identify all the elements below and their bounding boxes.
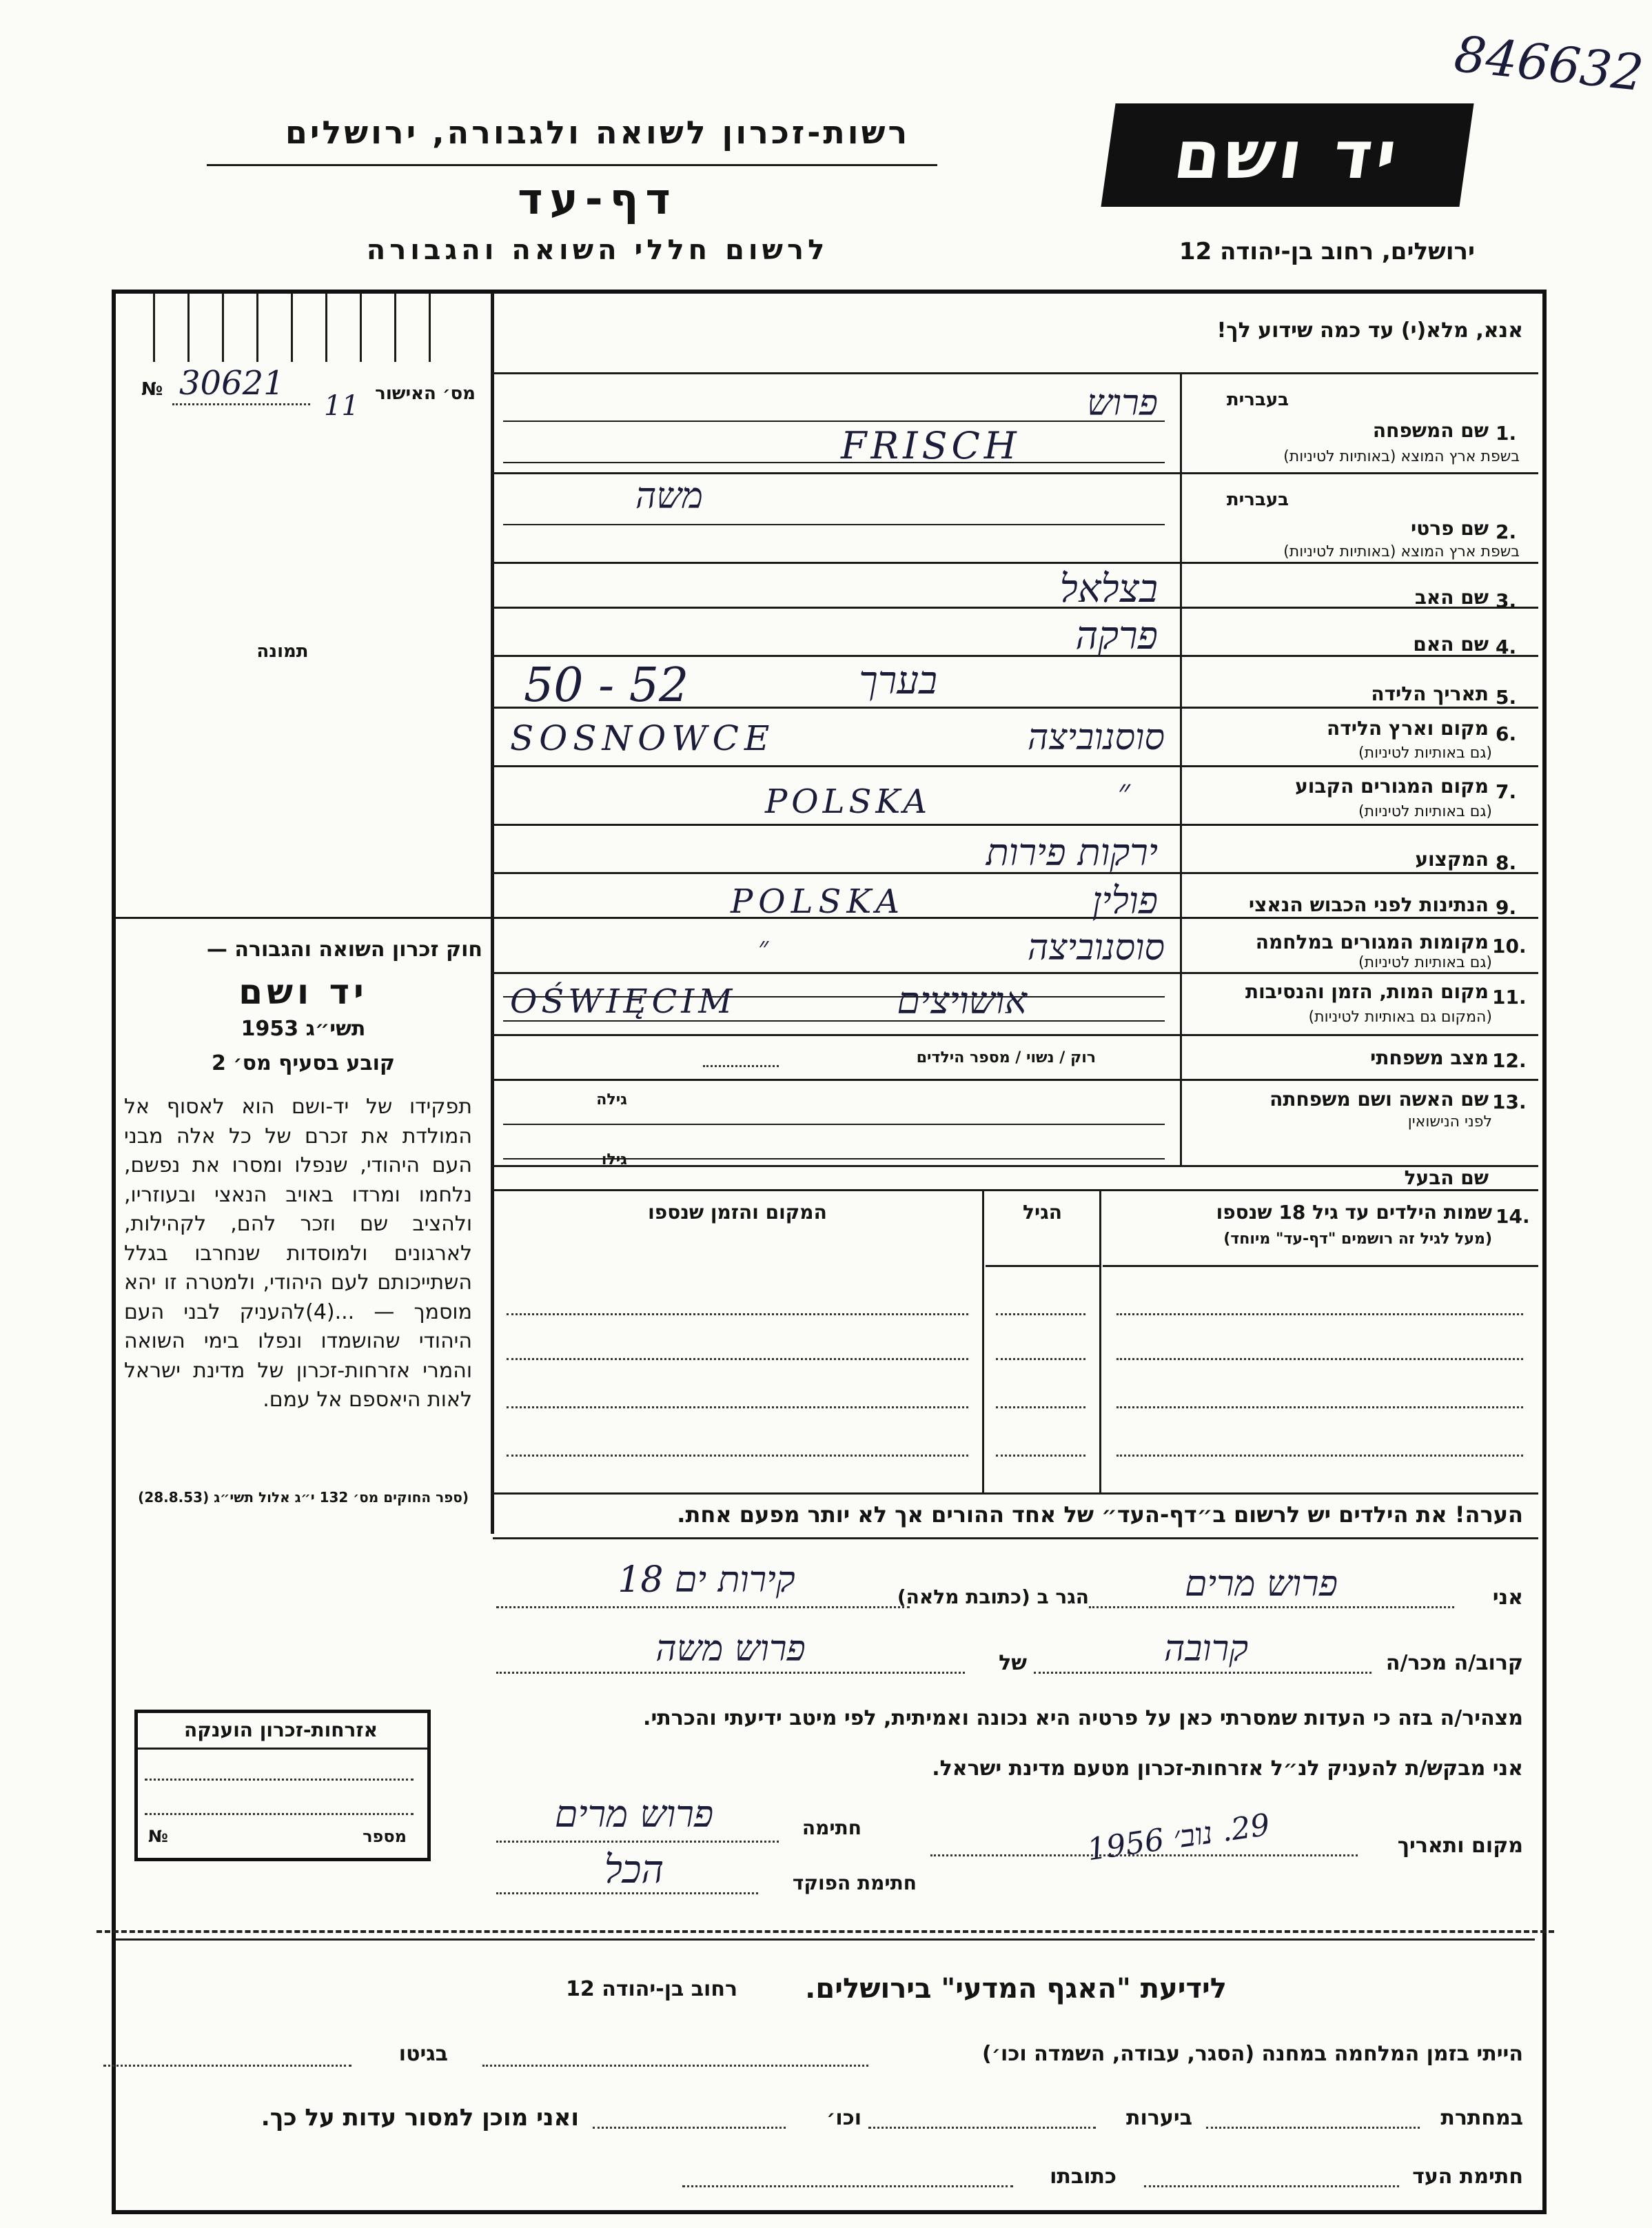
approval-number[interactable]: 30621 <box>179 364 285 403</box>
field-10-value-ditto[interactable]: ״ <box>758 931 769 963</box>
bottom-underground-label: במחתרת <box>1440 2106 1523 2130</box>
relative-label: קרוב/ה מכר/ה <box>1385 1651 1523 1675</box>
field-9-value-hebrew[interactable]: פולין <box>1092 879 1158 922</box>
declarant-name[interactable]: פרוש מרים <box>1185 1563 1338 1605</box>
of-label: של <box>999 1651 1027 1675</box>
field-11-label: מקום המות, הזמן והנסיבות <box>1245 980 1489 1003</box>
wife-name-label: גילה <box>596 1091 627 1108</box>
field-3-label: שם האב <box>1414 586 1489 609</box>
logo-text: יד ושם <box>1169 117 1406 194</box>
law-title: חוק זכרון השואה והגבורה — <box>206 938 482 962</box>
children-place-header: המקום והזמן שנספו <box>648 1201 827 1224</box>
field-13-label: שם האשה ושם משפחתה <box>1269 1088 1489 1111</box>
law-text: תפקידו של יד-ושם הוא לאסוף אל המולדת את זכרם של כל אלה מבני העם היהודי, שנפלו ומסרו את נפשם, נלחמו ומרדו באויב הנאצי ובעוזריו, ולהציב שם וזכר להם, לקהילות, לארגונים ולמוסדות שנחרבו בגלל השתייכותם לעם היהודי, ולמטרה זו יהא מוסמך — ...(4)להעניק לבני העם היהודי שהושמדו ונפלו בימי השואה והמרי אזרחות-זכרון של מדינת ישראל לאות היאספם אל עמם. <box>124 1095 472 1412</box>
bottom-camp-label: הייתי בזמן המלחמה במחנה (הסגר, עבודה, השמדה וכו׳) <box>982 2042 1523 2066</box>
approval-suffix: 11 <box>324 390 359 422</box>
bottom-etc-label: וכו׳ <box>826 2106 861 2130</box>
field-10-label: מקומות המגורים במלחמה <box>1255 931 1489 953</box>
field-6-label: מקום וארץ הלידה <box>1327 717 1489 740</box>
yad-vashem-logo <box>1101 103 1473 207</box>
field-3-value[interactable]: בצלאל <box>1059 567 1158 611</box>
residing-label: הגר ב (כתובת מלאה) <box>897 1586 1089 1608</box>
officer-signature-label: חתימת הפוקד <box>792 1872 917 1894</box>
field-9-label: הנתינות לפני הכבוש הנאצי <box>1248 893 1489 916</box>
field-2-number: 2. <box>1496 520 1517 543</box>
bottom-header: לידיעת "האגף המדעי" בירושלים. <box>805 1973 1227 2005</box>
field-10-sublabel: (גם באותיות לטיניות) <box>1358 954 1492 971</box>
organization-name: רשות-זכרון לשואה ולגבורה, ירושלים <box>285 114 910 151</box>
citizenship-box-title: אזרחות-זכרון הוענקה <box>184 1719 378 1741</box>
field-3-number: 3. <box>1496 589 1517 612</box>
field-8-label: המקצוע <box>1415 848 1489 871</box>
field-1-sublabel: בשפת ארץ המוצא (באותיות לטיניות) <box>1283 448 1520 465</box>
field-1-label: שם המשפחה <box>1372 419 1489 442</box>
witness-signature-label: חתימת העד <box>1412 2165 1523 2189</box>
field-2-value[interactable]: משה <box>635 476 703 517</box>
in-hebrew-label-2: בעברית <box>1226 489 1289 510</box>
children-number: 14. <box>1496 1205 1530 1228</box>
note-text: הערה! את הילדים יש לרשום ב״דף-העד״ של אחד ההורים אך לא יותר מפעם אחת. <box>677 1501 1523 1528</box>
place-date-label: מקום ותאריך <box>1397 1834 1523 1858</box>
children-age-header: הגיל <box>1023 1201 1062 1224</box>
husband-name-label: שם הבעל <box>1404 1166 1489 1189</box>
children-label: שמות הילדים עד גיל 18 שנספו <box>1216 1201 1492 1224</box>
organization-address: ירושלים, רחוב בן-יהודה 12 <box>1179 238 1475 265</box>
field-6-number: 6. <box>1496 722 1517 745</box>
approval-label: מס׳ האישור <box>375 383 476 404</box>
field-7-label: מקום המגורים הקבוע <box>1295 775 1489 798</box>
declaration-statement: מצהיר/ה בזה כי העדות שמסרתי כאן על פרטיה היא נכונה ואמיתית, לפי מיטב ידיעתי והכרתי. <box>643 1706 1523 1730</box>
form-subtitle: לרשום חללי השואה והגבורה <box>366 234 829 266</box>
law-source: (ספר החוקים מס׳ 132 י״ג אלול תשי״ג (28.8.53) <box>138 1489 469 1506</box>
approval-no-mark: № <box>141 379 163 400</box>
instruction-text: אנא, מלא(י) עד כמה שידוע לך! <box>1216 318 1523 343</box>
relation-of-value[interactable]: פרוש משה <box>655 1628 806 1670</box>
officer-signature[interactable]: הכל <box>604 1847 664 1892</box>
field-11-value-latin[interactable]: OŚWIĘCIM <box>510 982 737 1021</box>
field-12-options[interactable]: רוק / נשוי / מספר הילדים <box>916 1049 1096 1066</box>
bottom-ghetto-label: בגיטו <box>398 2042 448 2066</box>
field-7-number: 7. <box>1496 780 1517 803</box>
field-11-number: 11. <box>1492 986 1527 1009</box>
witness-address-label: כתובתו <box>1050 2165 1116 2189</box>
field-9-value-latin[interactable]: POLSKA <box>731 882 905 921</box>
declaration-request: אני מבקש/ת להעניק לנ״ל אזרחות-זכרון מטעם מדינת ישראל. <box>932 1756 1523 1781</box>
field-11-sublabel: (המקום גם באותיות לטיניות) <box>1308 1009 1492 1026</box>
law-clause: קובע בסעיף מס׳ 2 <box>211 1051 396 1075</box>
field-4-value[interactable]: פרקה <box>1075 614 1158 658</box>
field-11-value-hebrew[interactable]: אושויצים <box>897 979 1027 1022</box>
field-7-value-latin[interactable]: POLSKA <box>765 782 931 821</box>
citizenship-no-mark: № <box>148 1827 168 1846</box>
field-13-number: 13. <box>1492 1091 1527 1113</box>
bottom-willing-testify: ואני מוכן למסור עדות על כך. <box>261 2104 579 2131</box>
law-name: יד ושם <box>238 972 368 1012</box>
field-8-value[interactable]: ירקות פירות <box>986 831 1158 874</box>
declarant-address[interactable]: קירות ים 18 <box>618 1559 795 1601</box>
place-date-value[interactable]: 29. נוב׳ 1956 <box>1085 1807 1272 1868</box>
field-5-number: 5. <box>1496 686 1517 709</box>
citizenship-number-label: מספר <box>363 1827 407 1846</box>
signature-label: חתימה <box>802 1816 861 1839</box>
bottom-header-address: רחוב בן-יהודה 12 <box>566 1977 737 2001</box>
form-title: דף-עד <box>518 174 677 224</box>
children-sublabel: (מעל לגיל זה רושמים "דף-עד" מיוחד) <box>1223 1231 1492 1248</box>
field-8-number: 8. <box>1496 851 1517 874</box>
field-10-number: 10. <box>1492 935 1527 958</box>
field-12-number: 12. <box>1492 1049 1527 1072</box>
field-2-sublabel: בשפת ארץ המוצא (באותיות לטיניות) <box>1283 543 1520 560</box>
field-12-label: מצב משפחתי <box>1370 1046 1489 1069</box>
field-7-value-ditto[interactable]: ״ <box>1117 772 1130 811</box>
field-1-value-hebrew[interactable]: פרוש <box>1087 383 1158 424</box>
field-2-label: שם פרטי <box>1410 517 1489 540</box>
photo-label: תמונה <box>256 641 309 662</box>
field-6-value-latin[interactable]: SOSNOWCE <box>510 718 775 758</box>
field-5-label: תאריך הלידה <box>1371 682 1489 705</box>
husband-name-value: גילו <box>601 1151 627 1168</box>
field-10-value[interactable]: סוסנוביצה <box>1027 927 1165 969</box>
field-6-sublabel: (גם באותיות לטיניות) <box>1358 745 1492 762</box>
field-4-number: 4. <box>1496 636 1517 658</box>
field-9-number: 9. <box>1496 896 1517 919</box>
field-4-label: שם האם <box>1413 633 1489 656</box>
declarant-i-label: אני <box>1492 1586 1523 1610</box>
field-7-sublabel: (גם באותיות לטיניות) <box>1358 803 1492 820</box>
field-6-value-hebrew[interactable]: סוסנוביצה <box>1027 717 1165 758</box>
field-1-number: 1. <box>1496 422 1517 445</box>
bottom-forests-label: ביערות <box>1126 2106 1192 2130</box>
archive-number: 846632 <box>1451 24 1646 103</box>
field-5-value-years[interactable]: 50 - 52 <box>524 658 689 713</box>
field-5-value[interactable]: בערך <box>859 658 937 703</box>
field-13-sublabel: לפני הנישואין <box>1407 1113 1492 1131</box>
in-hebrew-label-1: בעברית <box>1226 389 1289 410</box>
field-1-value-latin[interactable]: FRISCH <box>841 424 1021 467</box>
relation-value[interactable]: קרובה <box>1163 1628 1249 1670</box>
declarant-signature[interactable]: פרוש מרים <box>554 1792 714 1836</box>
law-year: תשי״ג 1953 <box>241 1017 366 1041</box>
